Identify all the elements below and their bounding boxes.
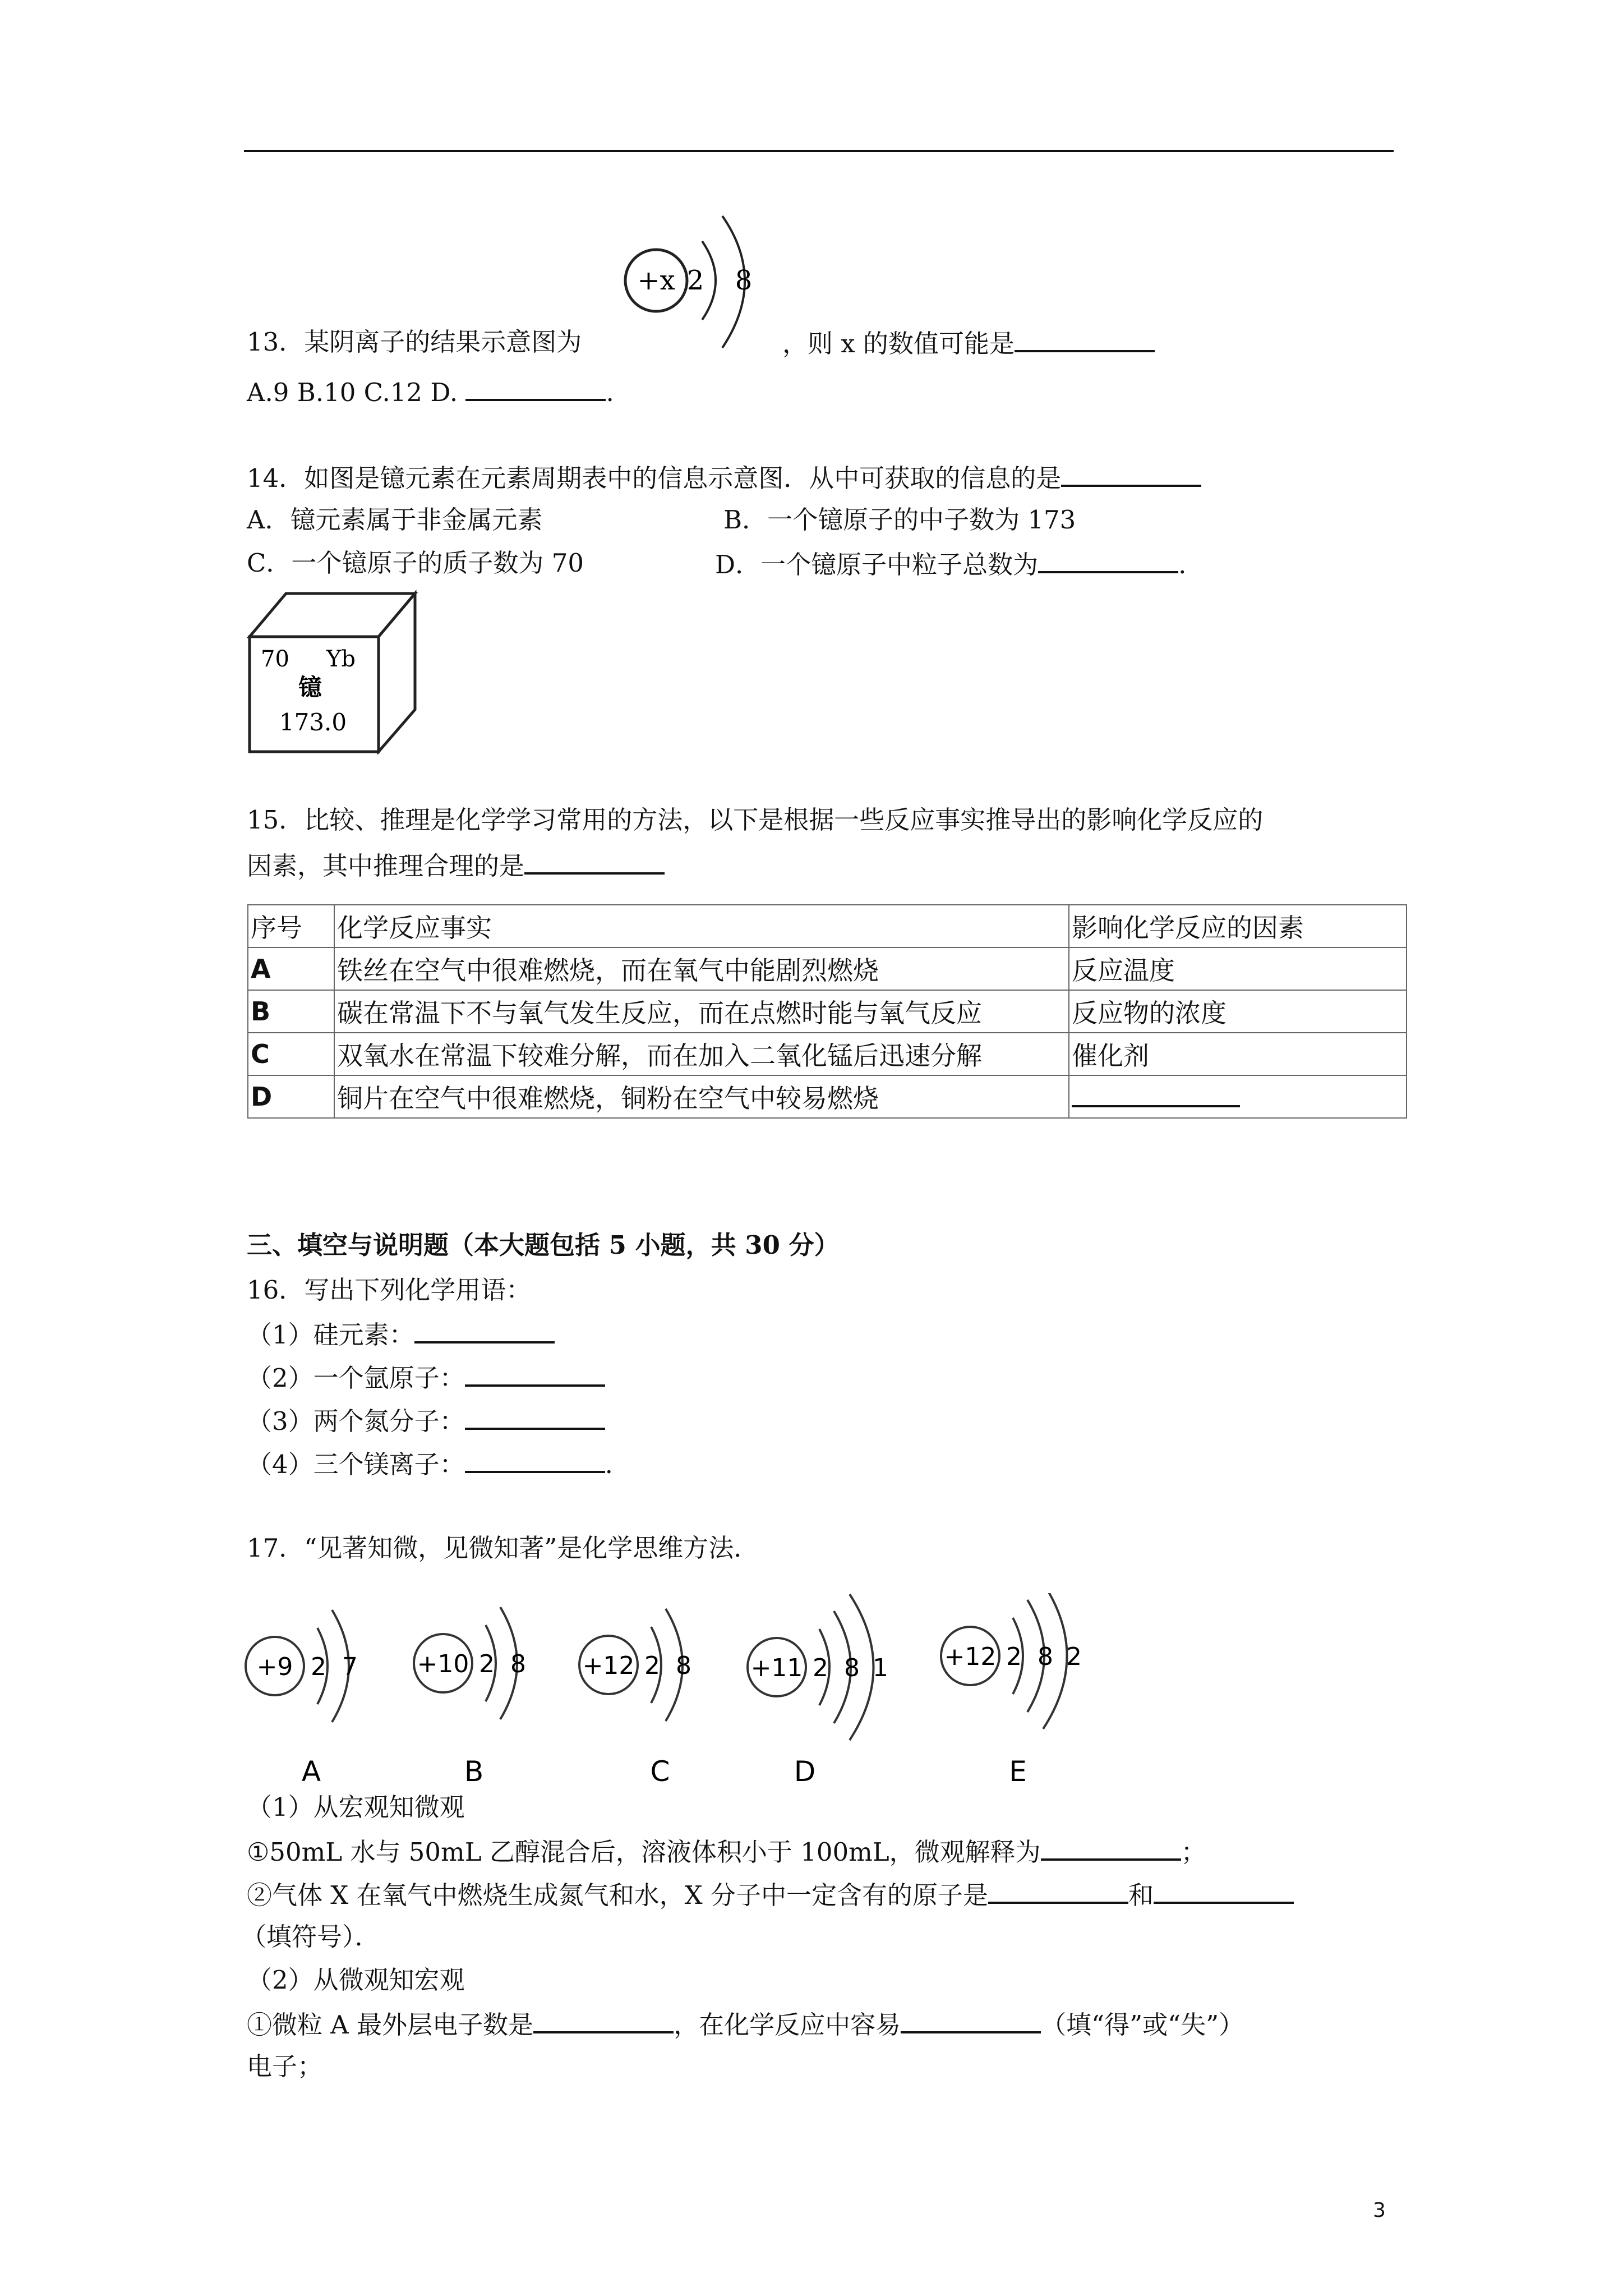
q17-p1-q1-blank[interactable] <box>1041 1834 1181 1861</box>
atom-a-nucleus-label: +9 <box>256 1653 293 1681</box>
header-rule <box>244 150 1394 152</box>
atom-a-label: A <box>301 1755 321 1788</box>
table-row <box>248 1075 1407 1118</box>
q16-item-2 <box>247 1360 605 1395</box>
table-row <box>248 947 1407 990</box>
table-header-cell: 化学反应事实 <box>334 905 1069 947</box>
atom-e-shell-count: 2 <box>1066 1642 1082 1671</box>
table-cell-factor: 催化剂 <box>1069 1033 1407 1075</box>
q15-row-d-blank[interactable] <box>1072 1080 1240 1107</box>
q14-option-d-blank[interactable] <box>1038 546 1178 573</box>
atom-d-nucleus-label: +11 <box>750 1654 803 1682</box>
q16-item-4-text: （4）三个镁离子： <box>247 1450 465 1479</box>
table-cell-factor-blank[interactable] <box>1069 1075 1407 1118</box>
atom-b-label: B <box>464 1755 484 1788</box>
atom-d-shell-count: 2 <box>813 1654 828 1682</box>
q17-p1-q1-text: ①50mL 水与 50mL 乙醇混合后，溶液体积小于 100mL，微观解释为 <box>247 1837 1041 1867</box>
q13-stem-post-text: ，则 x 的数值可能是 <box>782 329 1015 358</box>
q15-stem-line1: 15．比较、推理是化学学习常用的方法，以下是根据一些反应事实推导出的影响化学反应的 <box>247 805 1264 835</box>
atom-d-shell-count: 1 <box>873 1654 888 1682</box>
q14-stem-text: 14．如图是镱元素在元素周期表中的信息示意图．从中可获取的信息的是 <box>247 463 1062 493</box>
q16-item-1 <box>247 1317 555 1352</box>
atom-a-shell-count: 2 <box>311 1653 326 1681</box>
element-atomic-mass: 173.0 <box>279 708 347 736</box>
atom-b-shell-count: 8 <box>510 1650 526 1678</box>
q17-p2-q1-blank-1[interactable] <box>533 2007 674 2033</box>
q17-p1-q2-blank-1[interactable] <box>988 1877 1128 1904</box>
q13-answer-blank[interactable] <box>1015 325 1155 352</box>
q16-item-2-text: （2）一个氩原子： <box>247 1363 465 1393</box>
q13-stem-pre: 13．某阴离子的结果示意图为 <box>247 327 582 357</box>
atom-a-diagram <box>246 1610 358 1788</box>
q17-p2-q1 <box>247 2007 1244 2042</box>
q13-shell-arc-1 <box>702 241 716 320</box>
q17-p1-q2-blank-2[interactable] <box>1154 1877 1294 1904</box>
table-cell-fact: 双氧水在常温下较难分解，而在加入二氧化锰后迅速分解 <box>334 1033 1069 1075</box>
q17-p2-q1-line2: 电子； <box>247 2051 323 2081</box>
table-header-row <box>248 905 1407 947</box>
atom-e-label: E <box>1009 1755 1027 1788</box>
atom-e-shell-count: 2 <box>1006 1642 1022 1671</box>
atom-e-diagram <box>941 1593 1082 1788</box>
q17-p1-q1 <box>247 1834 1206 1869</box>
q13-nucleus-label: +x <box>637 265 675 296</box>
q13-options <box>247 374 614 409</box>
q15-answer-blank[interactable] <box>524 848 665 875</box>
q16-item-3-blank[interactable] <box>465 1403 605 1430</box>
q17-p1-q2 <box>247 1877 1294 1912</box>
table-cell-fact: 铜片在空气中很难燃烧，铜粉在空气中较易燃烧 <box>334 1075 1069 1118</box>
q16-stem: 16．写出下列化学用语： <box>247 1275 532 1305</box>
element-atomic-number: 70 <box>261 646 289 672</box>
table-cell-factor: 反应温度 <box>1069 947 1407 990</box>
table-cell-index: A <box>248 947 334 990</box>
q14-option-d-text: D．一个镱原子中粒子总数为 <box>715 550 1039 579</box>
q14-option-b: B．一个镱原子的中子数为 173 <box>723 505 1076 535</box>
atom-c-nucleus-label: +12 <box>582 1651 635 1680</box>
q17-p2-q1-text-a: ①微粒 A 最外层电子数是 <box>247 2010 534 2040</box>
element-name: 镱 <box>298 674 322 701</box>
atom-d-label: D <box>794 1755 816 1788</box>
atom-c-diagram <box>579 1609 691 1788</box>
atom-c-shell-count: 8 <box>676 1651 691 1680</box>
atom-d-diagram <box>748 1594 888 1788</box>
table-header-cell: 影响化学反应的因素 <box>1069 905 1407 947</box>
table-cell-index: B <box>248 990 334 1033</box>
q13-stem-post <box>782 325 1155 361</box>
q16-item-4 <box>247 1446 613 1481</box>
q15-stem-line2 <box>247 848 665 883</box>
q15-table <box>247 904 1407 1119</box>
q14-answer-blank[interactable] <box>1061 460 1201 487</box>
q14-stem <box>247 460 1201 495</box>
q14-option-a: A．镱元素属于非金属元素 <box>247 505 543 535</box>
q17-p1-q2-text: ②气体 X 在氧气中燃烧生成氮气和水，X 分子中一定含有的原子是 <box>247 1880 988 1910</box>
atom-b-shell-count: 2 <box>479 1650 495 1678</box>
page-number: 3 <box>1373 2199 1386 2222</box>
q17-part2-title: （2）从微观知宏观 <box>247 1965 465 1995</box>
atom-c-shell-count: 2 <box>644 1651 660 1680</box>
q13-shell-2-count: 8 <box>735 265 753 296</box>
q16-item-1-text: （1）硅元素： <box>247 1320 414 1350</box>
q14-option-c: C．一个镱原子的质子数为 70 <box>247 548 584 578</box>
q16-item-1-blank[interactable] <box>414 1317 555 1343</box>
table-cell-fact: 碳在常温下不与氧气发生反应，而在点燃时能与氧气反应 <box>334 990 1069 1033</box>
element-symbol: Yb <box>326 646 356 672</box>
atom-d-shell-count: 8 <box>844 1654 860 1682</box>
table-cell-factor: 反应物的浓度 <box>1069 990 1407 1033</box>
table-cell-fact: 铁丝在空气中很难燃烧，而在氧气中能剧烈燃烧 <box>334 947 1069 990</box>
q13-shell-1-count: 2 <box>686 265 704 296</box>
q16-item-3-text: （3）两个氮分子： <box>247 1406 465 1436</box>
q15-stem-line2-text: 因素，其中推理合理的是 <box>247 851 525 881</box>
q17-atom-diagrams <box>241 1593 1150 1795</box>
q17-p2-q1-text-b: ，在化学反应中容易 <box>674 2010 901 2040</box>
q14-option-d <box>715 546 1186 582</box>
q16-item-3 <box>247 1403 605 1438</box>
atom-b-nucleus-label: +10 <box>417 1650 469 1678</box>
table-row <box>248 1033 1407 1075</box>
q17-p1-q2-mid: 和 <box>1128 1880 1154 1910</box>
atom-c-label: C <box>650 1755 670 1788</box>
atom-e-shell-count: 8 <box>1038 1642 1053 1671</box>
atom-e-nucleus-label: +12 <box>944 1642 997 1671</box>
q16-end-mark: . <box>605 1450 613 1479</box>
table-cell-index: C <box>248 1033 334 1075</box>
table-row <box>248 990 1407 1033</box>
atom-a-shell-count: 7 <box>342 1653 358 1681</box>
q17-stem: 17．“见著知微，见微知著”是化学思维方法． <box>247 1533 759 1563</box>
q16-item-2-blank[interactable] <box>465 1360 605 1387</box>
q13-option-d-blank[interactable] <box>465 374 606 401</box>
q13-option-end: . <box>606 378 614 407</box>
q17-p2-q1-text-c: （填“得”或“失”） <box>1041 2010 1244 2040</box>
q17-part1-title: （1）从宏观知微观 <box>247 1792 465 1822</box>
table-header-cell: 序号 <box>248 905 334 947</box>
q13-ion-diagram <box>617 208 774 359</box>
q17-p1-q2-line2: （填符号）． <box>241 1922 380 1952</box>
q17-p1-q1-end: ； <box>1181 1837 1206 1867</box>
q16-item-4-blank[interactable] <box>465 1446 605 1473</box>
table-cell-index: D <box>248 1075 334 1118</box>
q17-p2-q1-blank-2[interactable] <box>901 2007 1041 2033</box>
atom-b-diagram <box>414 1607 526 1788</box>
section-3-title: 三、填空与说明题（本大题包括 5 小题，共 30 分） <box>247 1230 840 1260</box>
element-card-cube <box>247 589 421 754</box>
q14-option-d-end: . <box>1178 550 1187 579</box>
q13-options-text: A.9 B.10 C.12 D. <box>247 378 458 407</box>
